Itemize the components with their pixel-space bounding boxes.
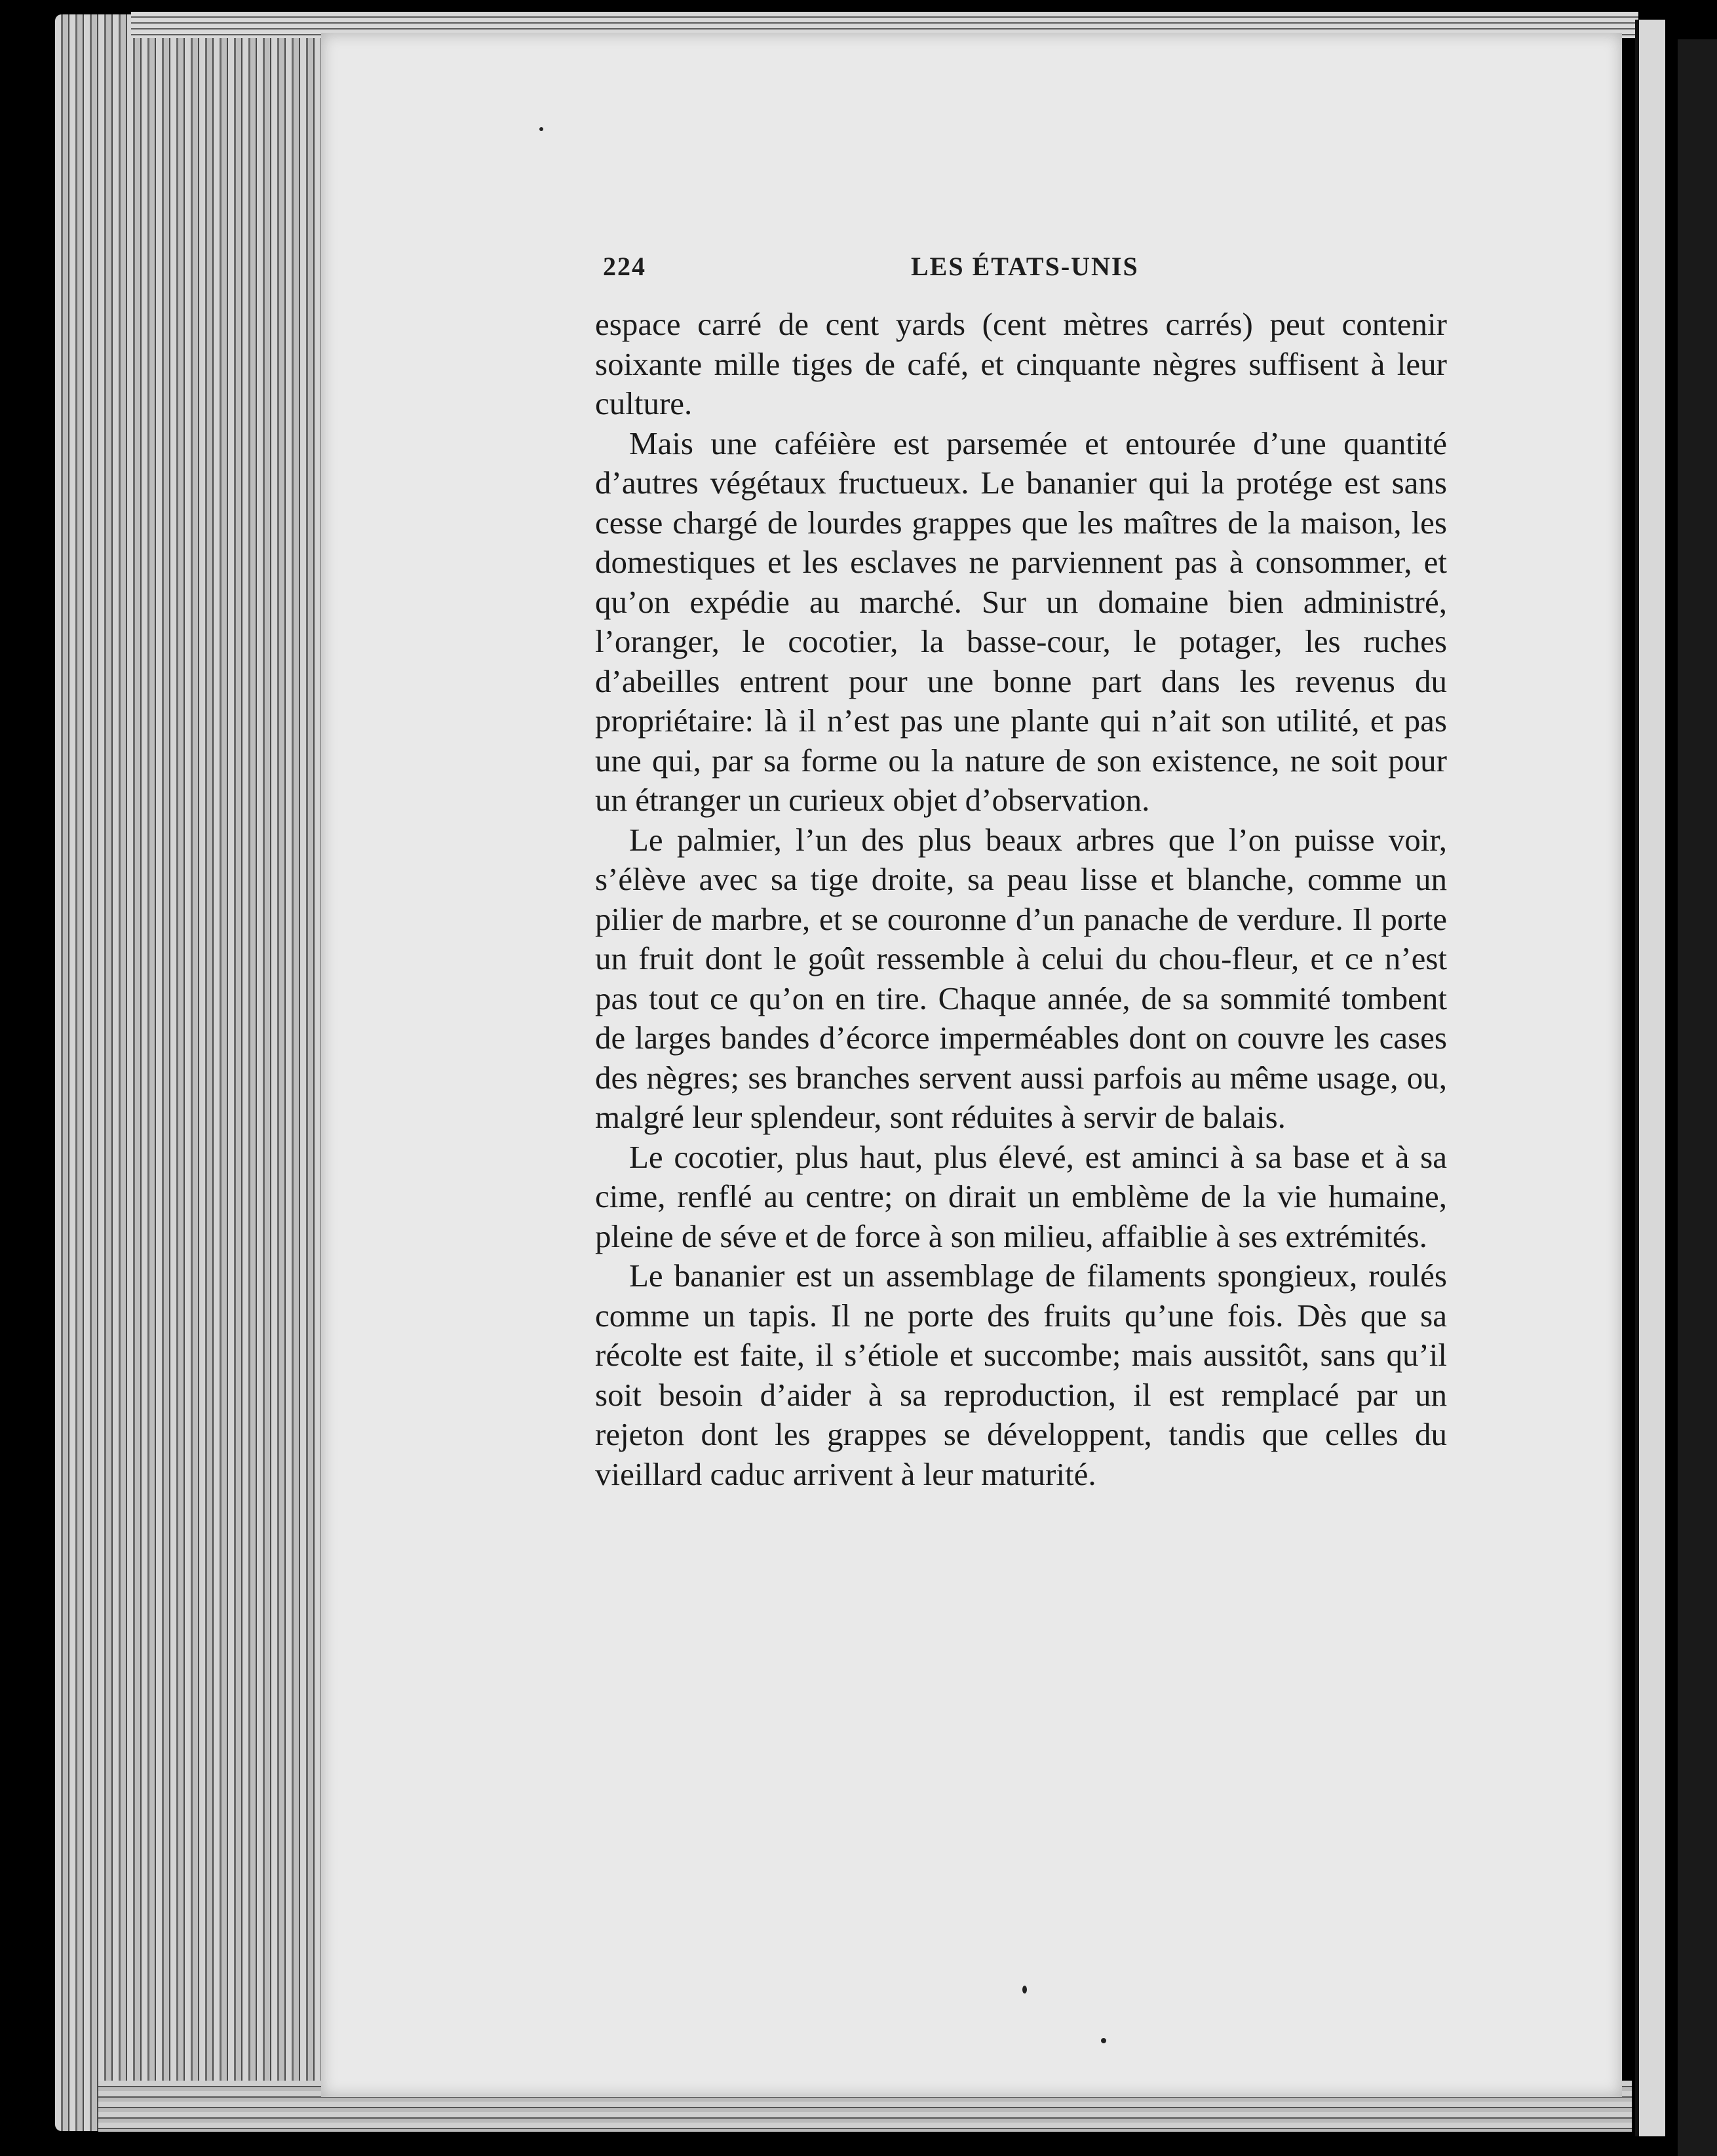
paragraph-3: Le palmier, l’un des plus beaux arbres que l’on puisse voir, s’élève avec sa tige droite, sa peau lisse et blanche, comme un pilier de marbre, et se couronne d’un panache de verdure. Il porte un fruit dont le goût ressemble à celui du chou-fleur, et ce n’est pas tout ce qu’on en tire. Chaque année, de sa sommité tombent de larges bandes d’écorce imperméables dont on couvre les cases des nègres; ses branches servent aussi parfois au même usage, ou, malgré leur splendeur, sont réduites à servir de balais.: [595, 821, 1447, 1135]
scan-border: [1678, 39, 1717, 2156]
body-text: [595, 305, 1447, 1494]
running-title: LES ÉTATS-UNIS: [911, 252, 1139, 281]
page-number: 224: [603, 252, 646, 281]
scan-speck: [1022, 1986, 1027, 1993]
paragraph-5: Le bananier est un assemblage de filaments spongieux, roulés comme un tapis. Il ne porte des fruits qu’une fois. Dès que sa récolte est faite, il s’étiole et succombe; mais aussitôt, sans qu’il soit besoin d’aider à sa reproduction, il est remplacé par un rejeton dont les grappes se développent, tandis que celles du vieillard caduc arrivent à leur maturité.: [595, 1258, 1447, 1492]
paragraph-4: Le cocotier, plus haut, plus élevé, est aminci à sa base et à sa cime, renflé au centre; on dirait un emblème de la vie humaine, pleine de séve et de force à son milieu, affaiblie à ses extrémités.: [595, 1138, 1447, 1254]
paragraph-2: Mais une caféière est parsemée et entourée d’une quantité d’autres végétaux fructueux. Le bananier qui la protége est sans cesse chargé de lourdes grappes que les maîtres de la maison, les domestiques et les esclaves ne parviennent pas à consommer, et qu’on expédie au marché. Sur un domaine bien administré, l’oranger, le cocotier, la basse-cour, le potager, les ruches d’abeilles entrent pour une bonne part dans les revenus du propriétaire: là il n’est pas une plante qui n’ait son utilité, et pas une qui, par sa forme ou la nature de son existence, ne soit pour un étranger un curieux objet d’observation.: [595, 425, 1447, 818]
running-head: [603, 251, 1153, 290]
book-page-edges-left: [55, 14, 343, 2131]
scan-speck: [539, 127, 543, 131]
scan-speck: [1101, 2038, 1106, 2043]
paragraph-1: espace carré de cent yards (cent mètres carrés) peut contenir soixante mille tiges de café, et cinquante nègres suffisent à leur culture.: [595, 306, 1447, 421]
facing-page-edge: [1635, 20, 1665, 2136]
